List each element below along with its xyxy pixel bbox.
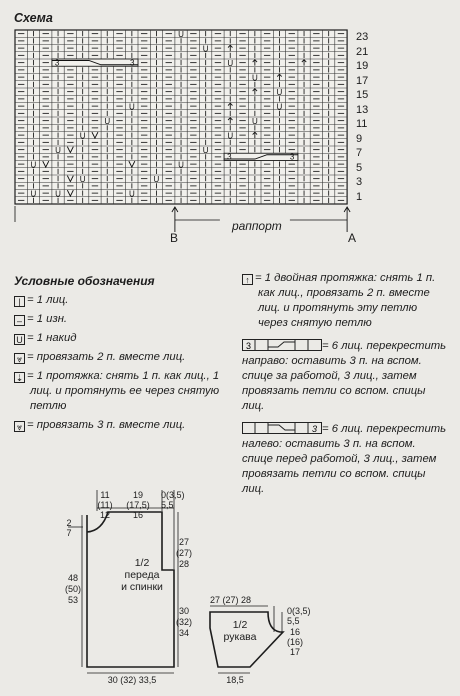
- svg-text:U: U: [30, 189, 37, 199]
- dim-34: 34: [178, 628, 189, 638]
- dim-width: 30 (32) 33,5: [107, 675, 157, 685]
- svg-text:U: U: [178, 160, 184, 170]
- row-number: 15: [356, 89, 369, 101]
- legend-right: [242, 271, 448, 497]
- legend-k3tog-text: = провязать 3 п. вместе лиц.: [27, 419, 186, 431]
- dim-19: 19: [132, 490, 143, 500]
- legend-ssk-text: = 1 протяжка: снять 1 п. как лиц., 1 лиц. и протянуть ее через снятую петлю: [27, 370, 220, 412]
- svg-text:3: 3: [130, 58, 135, 68]
- dim-16: 16: [132, 510, 143, 520]
- row-number: 21: [356, 45, 369, 58]
- legend-k2tog-text: = провязать 2 п. вместе лиц.: [27, 351, 186, 363]
- knitting-chart: [0, 0, 460, 260]
- row-number: 7: [356, 147, 363, 159]
- yarn-over-icon: U: [14, 334, 25, 345]
- dim-neck: [122, 490, 154, 520]
- dim-height: [64, 573, 82, 606]
- legend-double-decrease-text: = 1 двойная протяжка: снять 1 п. как лиц., провязать 2 п. вместе лиц. и протянуть эту петлю через снятую петлю: [255, 272, 436, 329]
- chart-title: Схема: [14, 11, 53, 25]
- row-number: 1: [356, 190, 363, 203]
- svg-text:U: U: [104, 116, 111, 126]
- dim-27: 27: [178, 537, 189, 547]
- cable-left-icon: [242, 422, 322, 434]
- sleeve-label-name: рукава: [223, 631, 257, 643]
- dim-32: (32): [175, 617, 192, 627]
- row-numbers: [356, 30, 386, 204]
- svg-text:U: U: [79, 174, 86, 184]
- legend-yo-text: = 1 накид: [27, 332, 77, 344]
- dim-27b: (27): [175, 548, 192, 558]
- dim-sleeve-55: 5,5: [287, 616, 300, 626]
- dim-50: (50): [64, 584, 81, 594]
- svg-text:U: U: [55, 189, 61, 199]
- svg-text:U: U: [79, 131, 86, 141]
- k2tog-icon: ⩔: [14, 353, 25, 364]
- marker-b: B: [170, 231, 179, 245]
- dim-sleeve-cap: [287, 606, 315, 626]
- legend-item-knit: [14, 293, 224, 308]
- dim-0-35: 0(3,5): [161, 490, 185, 500]
- legend-item-purl: [14, 312, 224, 327]
- marker-a: A: [348, 231, 357, 245]
- svg-text:3: 3: [246, 341, 252, 351]
- ssk-icon: ⇣: [15, 373, 24, 383]
- svg-text:U: U: [55, 145, 61, 155]
- row-number: 11: [356, 118, 368, 130]
- svg-text:U: U: [128, 189, 135, 199]
- knit-icon: |: [14, 296, 25, 307]
- dim-sleeve-17: 17: [289, 647, 300, 657]
- cable-right-icon: [242, 339, 322, 351]
- legend-cable-left-text: = 6 лиц. перекрестить налево: оставить 3 п. на вспом. спице перед работой, 3 лиц., затем провязать петли со вспом. спицы лиц.: [242, 423, 447, 495]
- svg-text:U: U: [202, 44, 209, 54]
- legend-left: [14, 293, 224, 433]
- svg-text:U: U: [227, 58, 234, 68]
- dim-sleeve-0-35: 0(3,5): [287, 606, 311, 616]
- dim-28: 28: [178, 559, 189, 569]
- dim-sleeve-16b: (16): [286, 637, 303, 647]
- row-number: 19: [356, 60, 369, 72]
- dim-175: (17,5): [126, 500, 150, 510]
- legend-item-cable-right: [242, 339, 448, 414]
- purl-icon: –: [14, 315, 25, 326]
- svg-text:U: U: [251, 116, 258, 126]
- svg-text:3: 3: [227, 152, 232, 162]
- dim-sleeve-16: 16: [289, 627, 300, 637]
- dim-55: 5,5: [161, 500, 174, 510]
- svg-text:3: 3: [54, 58, 60, 68]
- dim-side: [173, 606, 195, 639]
- dim-12: 12: [99, 510, 110, 520]
- sleeve-label-fraction: 1/2: [232, 619, 248, 631]
- row-number: 9: [356, 132, 363, 145]
- body-label: [120, 557, 164, 593]
- svg-text:U: U: [227, 131, 234, 141]
- svg-text:3: 3: [289, 152, 295, 162]
- dim-sleeve-top: 27 (27) 28: [210, 595, 252, 605]
- dim-7: 7: [66, 528, 72, 538]
- legend-item-yo: [14, 331, 224, 346]
- dim-neck-depth: [161, 490, 191, 510]
- legend-title: Условные обозначения: [14, 274, 155, 288]
- svg-text:U: U: [202, 145, 209, 155]
- body-label-back: и спинки: [121, 581, 163, 593]
- row-number: 5: [356, 161, 363, 174]
- legend-item-double-decrease: [242, 271, 448, 331]
- dim-armhole: [173, 537, 195, 570]
- dim-armhole-top: [62, 518, 76, 538]
- svg-text:U: U: [251, 73, 258, 83]
- dim-11b: (11): [97, 500, 113, 510]
- double-decrease-icon: ↑: [242, 274, 253, 285]
- dim-shoulder-left: [96, 490, 114, 520]
- svg-text:U: U: [276, 102, 283, 112]
- svg-text:U: U: [128, 102, 135, 112]
- legend-item-k3tog: [14, 418, 224, 433]
- k3tog-icon: ⩔: [14, 421, 25, 432]
- rapport-label: раппорт: [232, 219, 282, 233]
- row-number: 3: [356, 176, 363, 188]
- dim-sleeve-height: [285, 627, 305, 657]
- sleeve-label: [220, 619, 260, 643]
- dim-48: 48: [67, 573, 78, 583]
- row-number: 23: [356, 31, 369, 43]
- body-label-front: переда: [124, 569, 160, 581]
- dim-30: 30: [178, 606, 189, 616]
- dim-11: 11: [100, 490, 110, 500]
- svg-text:U: U: [30, 160, 37, 170]
- legend-item-k2tog: [14, 350, 224, 365]
- row-number: 13: [356, 103, 369, 116]
- dim-53: 53: [67, 595, 78, 605]
- dim-2: 2: [66, 518, 72, 528]
- legend-knit-text: = 1 лиц.: [27, 294, 69, 306]
- body-label-fraction: 1/2: [134, 557, 150, 569]
- svg-text:U: U: [276, 87, 283, 97]
- legend-cable-right-text: = 6 лиц. перекрестить направо: оставить 3 п. на вспом. спице за работой, 3 лиц., затем провязать петли со вспом. спицы лиц.: [242, 340, 447, 412]
- svg-text:U: U: [153, 174, 160, 184]
- svg-text:U: U: [178, 29, 184, 39]
- dim-sleeve-width: 18,5: [226, 675, 244, 685]
- legend-purl-text: = 1 изн.: [27, 313, 68, 325]
- legend-item-ssk: [14, 369, 224, 414]
- svg-text:3: 3: [312, 424, 318, 434]
- row-number: 17: [356, 74, 369, 87]
